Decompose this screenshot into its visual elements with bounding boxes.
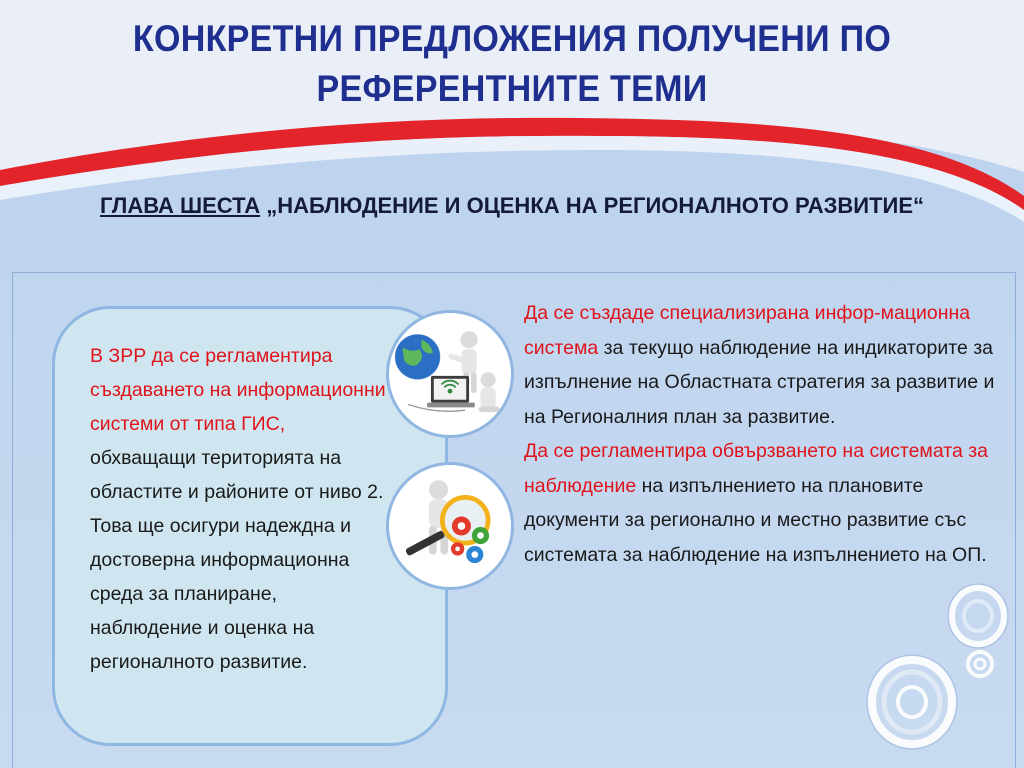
right-text-2: на изпълнението на плановите документи за регионално и местно развитие със системата за наблюдение на изпълнението на ОП.	[524, 474, 987, 566]
magnifier-gears-icon	[386, 462, 514, 590]
right-red-text-2: Да се регламентира обвързването на системата за наблюдение	[524, 440, 989, 497]
chapter-subtitle	[60, 186, 964, 226]
chapter-name: „НАБЛЮДЕНИЕ И ОЦЕНКА НА РЕГИОНАЛНОТО РАЗВИТИЕ“	[260, 193, 925, 218]
right-text-block	[524, 296, 1014, 572]
title-line-2: РЕФЕРЕНТНИТЕ ТЕМИ	[316, 68, 708, 109]
right-red-text-1: Да се създаде специализирана инфор-мационна система	[524, 302, 971, 359]
chapter-label: ГЛАВА ШЕСТА	[99, 193, 261, 218]
left-red-text: В ЗРР да се регламентира създаването на информационни системи от типа ГИС,	[90, 345, 386, 435]
title-line-1: КОНКРЕТНИ ПРЕДЛОЖЕНИЯ ПОЛУЧЕНИ ПО	[132, 18, 892, 59]
network-laptop-people-icon	[386, 310, 514, 438]
left-box-text	[90, 339, 390, 679]
left-text-1: обхващащи територията на областите и районите от ниво 2.	[90, 447, 384, 503]
slide-title	[41, 14, 983, 114]
right-text-1: за текущо наблюдение на индикаторите за изпълнение на Областната стратегия за развитие и на Регионалния план за развитие.	[524, 336, 995, 428]
rings-decoration	[860, 574, 1024, 768]
left-text-2: Това ще осигури надеждна и достоверна информационна среда за планиране, наблюдение и оценка на регионалното развитие.	[90, 515, 351, 673]
